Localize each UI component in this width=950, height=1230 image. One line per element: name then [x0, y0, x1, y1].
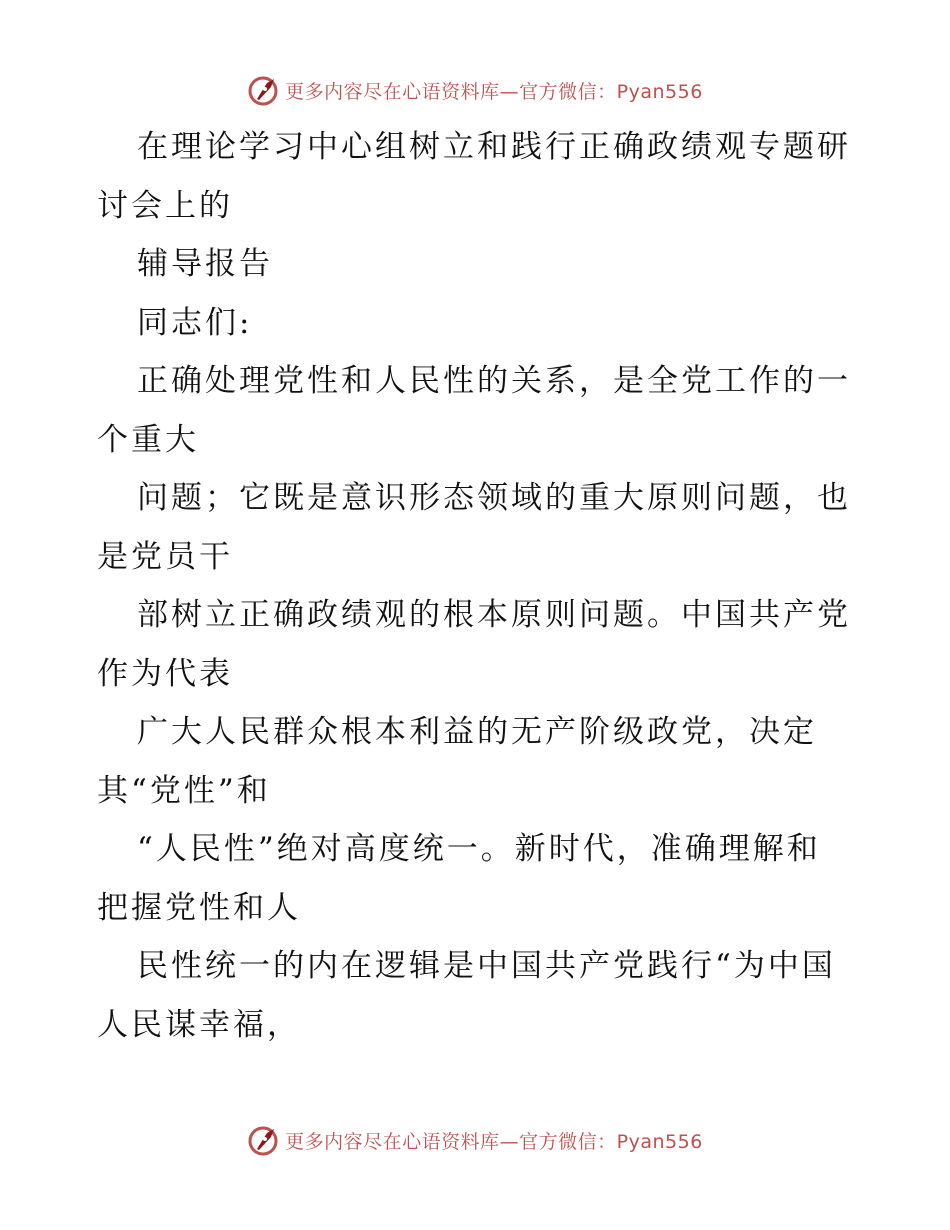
header-watermark [0, 70, 950, 110]
document-body [97, 118, 857, 1054]
pen-nib-logo-icon [247, 1123, 281, 1157]
pen-nib-logo-icon [247, 73, 281, 107]
text-line: 其“党性”和 [97, 772, 271, 809]
text-line: 民性统一的内在逻辑是中国共产党践行“为中国 [137, 948, 836, 984]
text-line: 问题；它既是意识形态领域的重大原则问题，也 [137, 480, 851, 516]
watermark-text: 更多内容尽在心语资料库—官方微信：Pyan556 [285, 1130, 703, 1153]
footer-watermark [0, 1120, 950, 1160]
text-line: “人民性”绝对高度统一。新时代，准确理解和 [137, 831, 821, 867]
text-line: 作为代表 [97, 655, 233, 692]
text-line: 辅导报告 [137, 246, 273, 282]
text-line: 把握党性和人 [97, 889, 301, 926]
text-line: 人民谋幸福， [97, 1006, 301, 1043]
text-line: 讨会上的 [97, 187, 233, 224]
text-line: 正确处理党性和人民性的关系，是全党工作的一 [137, 363, 851, 399]
text-line: 个重大 [97, 421, 199, 458]
text-line: 是党员干 [97, 538, 233, 575]
text-line: 广大人民群众根本利益的无产阶级政党，决定 [137, 714, 817, 750]
text-line: 部树立正确政绩观的根本原则问题。中国共产党 [137, 597, 851, 633]
text-line: 在理论学习中心组树立和践行正确政绩观专题研 [137, 129, 851, 165]
watermark-text: 更多内容尽在心语资料库—官方微信：Pyan556 [285, 80, 703, 103]
text-line: 同志们: [137, 304, 253, 341]
